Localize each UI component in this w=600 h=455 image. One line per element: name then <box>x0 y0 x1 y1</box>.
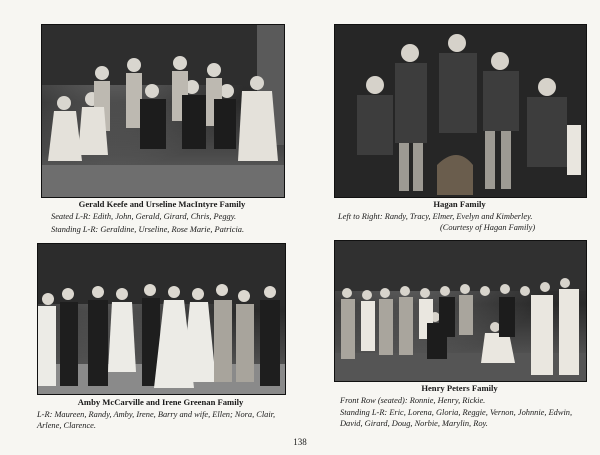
keefe-caption-standing: Standing L-R: Geraldine, Urseline, Rose Marie, Patricia. <box>51 225 245 234</box>
peters-photo-title: Henry Peters Family <box>421 383 498 393</box>
peters-caption-front: Front Row (seated): Ronnie, Henry, Rickie. <box>340 396 486 405</box>
peters-caption-standing-1: Standing L-R: Eric, Lorena, Gloria, Reggie, Vernon, Johnnie, Edwin, <box>340 408 573 417</box>
keefe-photo-title: Gerald Keefe and Urseline MacIntyre Family <box>78 199 246 209</box>
peters-photo-figures <box>335 241 586 381</box>
peters-family-photo <box>334 240 587 382</box>
hagan-caption-names: Left to Right: Randy, Tracy, Elmer, Evelyn and Kimberley. <box>338 212 533 221</box>
hagan-caption-courtesy: (Courtesy of Hagan Family) <box>440 223 536 232</box>
mccarville-photo-figures <box>38 244 285 394</box>
mccarville-family-photo <box>37 243 286 395</box>
keefe-photo-figures <box>42 25 284 197</box>
mccarville-caption-line2: Arlene, Clarence. <box>37 421 96 430</box>
hagan-photo-title: Hagan Family <box>433 199 486 209</box>
peters-caption-standing-2: David, Girard, Doug, Norbie, Marylin, Roy. <box>340 419 488 428</box>
keefe-caption-seated: Seated L-R: Edith, John, Gerald, Girard, Chris, Peggy. <box>51 212 237 221</box>
hagan-family-photo <box>334 24 587 198</box>
mccarville-photo-title: Amby McCarville and Irene Greenan Family <box>77 397 244 407</box>
page-number: 138 <box>293 437 307 447</box>
mccarville-caption-line1: L-R: Maureen, Randy, Amby, Irene, Barry and wife, Ellen; Nora, Clair, <box>37 410 276 419</box>
keefe-family-photo <box>41 24 285 198</box>
hagan-photo-figures <box>335 25 586 197</box>
